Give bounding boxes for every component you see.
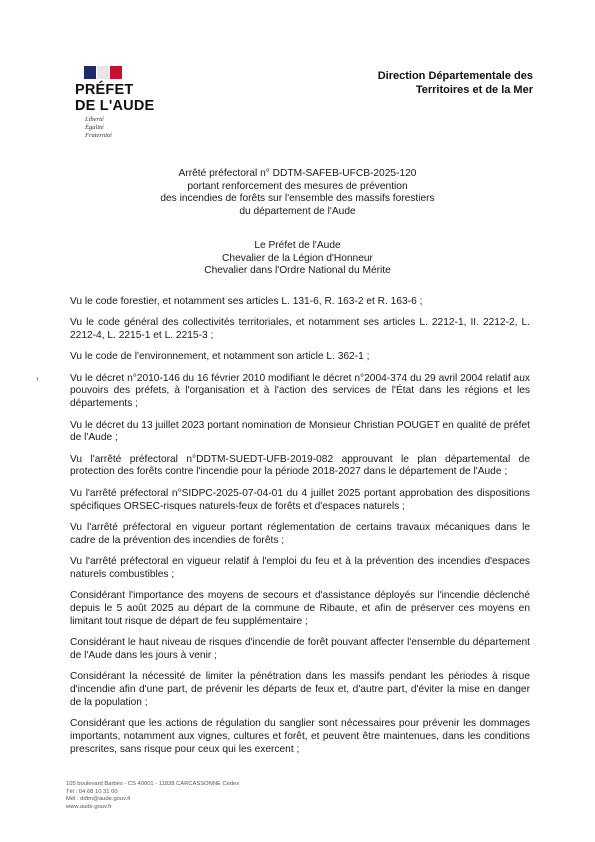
- flag-band-white: [97, 66, 109, 79]
- logo-line-1: PRÉFET: [75, 82, 134, 98]
- footer-address: [66, 781, 239, 811]
- visa-paragraph: Vu le code général des collectivités territoriales, et notamment ses articles L. 2212-1, II. 2212-2, L. 2212-4, L. 2215-1 et L. 2215-3 ;: [70, 317, 530, 342]
- prefect-titles: [60, 240, 535, 278]
- prefect-line-1: Le Préfet de l'Aude: [254, 240, 341, 251]
- footer-line-website[interactable]: www.aude.gouv.fr: [66, 803, 112, 810]
- visa-paragraph: Vu le décret n°2010-146 du 16 février 2010 modifiant le décret n°2004-374 du 29 avril 2004 relatif aux pouvoirs des préfets, à l'organisation et à l'action des services de l'État dans les régions et les départements ;: [70, 372, 530, 410]
- visa-paragraph: Vu le code forestier, et notamment ses articles L. 131-6, R. 163-2 et R. 163-6 ;: [70, 296, 423, 307]
- republic-motto: [85, 116, 112, 140]
- decree-body: [70, 296, 530, 765]
- motto-egalite: Égalité: [85, 124, 104, 131]
- visa-paragraph: Vu le code de l'environnement, et notamment son article L. 362-1 ;: [70, 351, 370, 363]
- visa-paragraph: Vu l'arrêté préfectoral en vigueur portant réglementation de certains travaux mécaniques dans le cadre de la prévention des incendies de forêts ;: [70, 521, 530, 546]
- footer-line-phone: Tél : 04 68 10 31 00: [66, 788, 118, 795]
- direction-header: [378, 69, 533, 97]
- title-line-2: portant renforcement des mesures de prévention: [187, 180, 408, 192]
- flag-band-red: [110, 66, 122, 79]
- considerant-paragraph: Considérant que les actions de régulation du sanglier sont nécessaires pour prévenir les dommages importants, notamment aux vignes, cultures et forêt, et peuvent être maintenues, dans les conditions prescrites, sans risque pour ceux qui les exercent ;: [70, 717, 530, 755]
- title-line-4: du département de l'Aude: [239, 205, 356, 217]
- visa-paragraph: Vu l'arrêté préfectoral en vigueur relatif à l'emploi du feu et à la prévention des incendies d'espaces naturels combustibles ;: [70, 555, 530, 580]
- margin-mark: ›: [36, 374, 39, 383]
- logo-line-2: DE L'AUDE: [75, 98, 155, 114]
- footer-line-email[interactable]: Mél : ddtm@aude.gouv.fr: [66, 796, 131, 803]
- visa-paragraph: Vu l'arrêté préfectoral n°SIDPC-2025-07-04-01 du 4 juillet 2025 portant approbation des dispositions spécifiques ORSEC-risques naturels-feux de forêts et d'espaces naturels ;: [70, 487, 530, 512]
- prefect-line-2: Chevalier de la Légion d'Honneur: [222, 252, 373, 264]
- considerant-paragraph: Considérant la nécessité de limiter la pénétration dans les massifs pendant les périodes à risque d'incendie afin d'une part, de prévenir les départs de feux et, d'autre part, d'éviter la mise en danger de la population ;: [70, 671, 530, 708]
- motto-fraternite: Fraternité: [85, 132, 112, 139]
- motto-liberte: Liberté: [85, 116, 104, 123]
- decree-title: [60, 168, 535, 218]
- visa-paragraph: Vu le décret du 13 juillet 2023 portant nomination de Monsieur Christian POUGET en qualité de préfet de l'Aude ;: [70, 419, 530, 444]
- marianne-flag-icon: [84, 66, 122, 79]
- prefect-line-3: Chevalier dans l'Ordre National du Mérite: [204, 265, 391, 277]
- prefet-wordmark: [75, 82, 154, 114]
- direction-line-1: Direction Départementale des: [377, 70, 533, 82]
- title-line-3: des incendies de forêts sur l'ensemble des massifs forestiers: [160, 193, 435, 205]
- footer-line-address: 105 boulevard Barbès - CS 40001 - 11838 CARCASSONNE Cedex: [66, 781, 240, 787]
- title-line-1: Arrêté préfectoral n° DDTM-SAFEB-UFCB-2025-120: [178, 168, 417, 179]
- direction-line-2: Territoires et de la Mer: [415, 84, 533, 96]
- flag-band-blue: [84, 66, 96, 79]
- considerant-paragraph: Considérant l'importance des moyens de secours et d'assistance déployés sur l'incendie déclenché depuis le 5 août 2025 au départ de la commune de Ribaute, et afin de préserver ces moyens en limitant tout risque de départ de feu supplémentaire ;: [70, 590, 530, 627]
- considerant-paragraph: Considérant le haut niveau de risques d'incendie de forêt pouvant affecter l'ensemble du département de l'Aude dans les jours à venir ;: [70, 636, 530, 661]
- visa-paragraph: Vu l'arrêté préfectoral n°DDTM-SUEDT-UFB-2019-082 approuvant le plan départemental de protection des forêts contre l'incendie pour la période 2018-2027 dans le département de l'Aude ;: [70, 453, 530, 478]
